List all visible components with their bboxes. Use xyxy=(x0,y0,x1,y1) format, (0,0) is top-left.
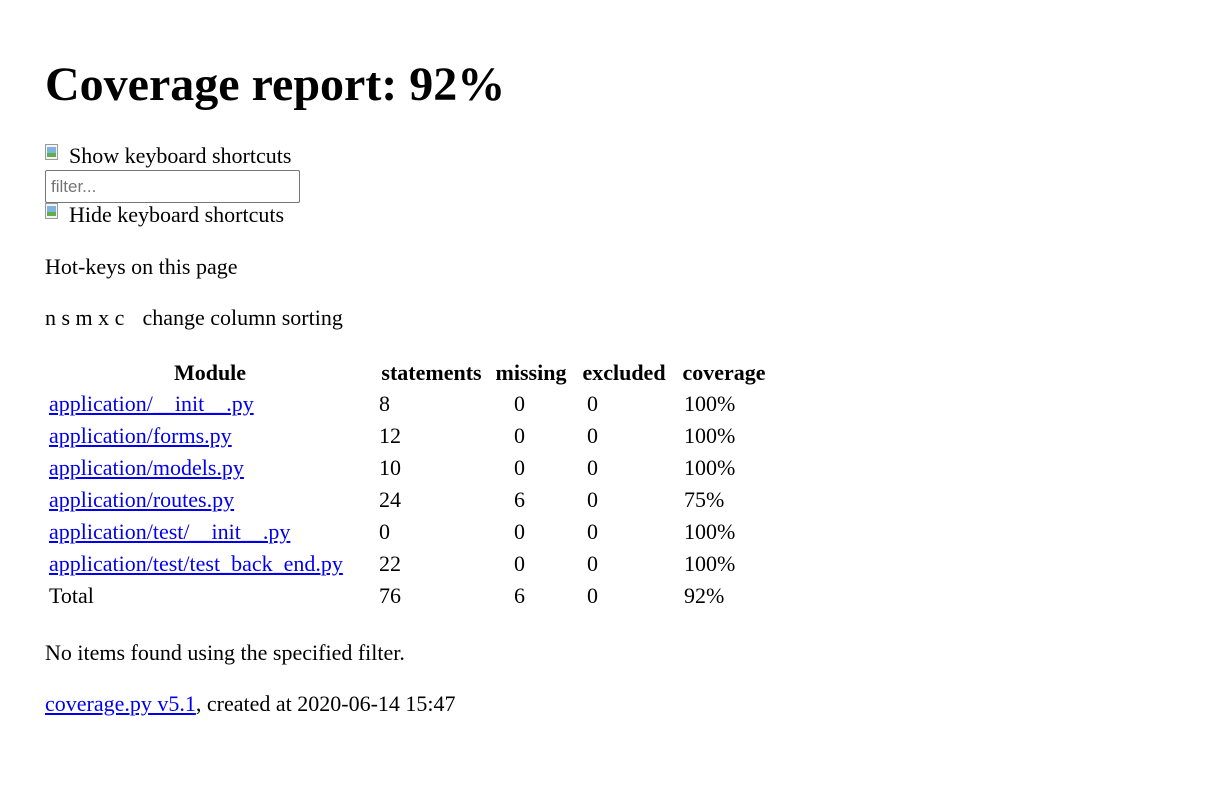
hide-keyboard-shortcuts-button[interactable] xyxy=(45,202,284,228)
hotkeys-keys: n s m x c xyxy=(45,305,125,330)
column-header-module[interactable]: Module xyxy=(173,360,247,385)
table-row xyxy=(47,388,772,420)
statements-cell: 0 xyxy=(379,519,390,544)
show-keyboard-shortcuts-button[interactable] xyxy=(45,143,291,169)
column-header-missing[interactable]: missing xyxy=(495,360,567,385)
broken-image-icon xyxy=(45,144,61,162)
table-total-row xyxy=(47,580,772,612)
excluded-cell: 0 xyxy=(587,455,598,480)
coverage-cell: 100% xyxy=(684,423,736,448)
hotkeys-description: change column sorting xyxy=(142,305,343,330)
missing-cell: 0 xyxy=(514,423,525,448)
excluded-cell: 0 xyxy=(587,551,598,576)
total-coverage: 92% xyxy=(684,583,725,608)
module-link[interactable]: application/forms.py xyxy=(49,423,232,448)
column-header-statements[interactable]: statements xyxy=(381,360,482,385)
statements-cell: 8 xyxy=(379,391,390,416)
table-row xyxy=(47,452,772,484)
module-link[interactable]: application/test/test_back_end.py xyxy=(49,551,343,576)
table-row xyxy=(47,420,772,452)
hide-keyboard-shortcuts-label: Hide keyboard shortcuts xyxy=(69,202,285,227)
table-row xyxy=(47,484,772,516)
coverage-cell: 100% xyxy=(684,551,736,576)
hotkeys-title: Hot-keys on this page xyxy=(45,254,238,279)
filter-input[interactable] xyxy=(45,170,300,203)
table-row xyxy=(47,548,772,580)
coverage-cell: 75% xyxy=(684,487,725,512)
coverage-cell: 100% xyxy=(684,455,736,480)
statements-cell: 12 xyxy=(379,423,401,448)
coverage-table xyxy=(47,358,772,612)
module-link[interactable]: application/routes.py xyxy=(49,487,235,512)
missing-cell: 6 xyxy=(514,487,525,512)
total-label: Total xyxy=(49,583,94,608)
excluded-cell: 0 xyxy=(587,519,598,544)
created-at-text: , created at 2020-06-14 15:47 xyxy=(195,691,456,716)
coverage-cell: 100% xyxy=(684,519,736,544)
excluded-cell: 0 xyxy=(587,487,598,512)
hotkeys-sorting-line xyxy=(45,305,343,331)
column-header-excluded[interactable]: excluded xyxy=(582,360,666,385)
table-header-row xyxy=(47,358,772,388)
module-link[interactable]: application/__init__.py xyxy=(49,391,254,416)
table-row xyxy=(47,516,772,548)
footer xyxy=(45,691,456,717)
excluded-cell: 0 xyxy=(587,423,598,448)
no-items-message: No items found using the specified filter. xyxy=(45,640,405,665)
show-keyboard-shortcuts-label: Show keyboard shortcuts xyxy=(69,143,292,168)
broken-image-icon xyxy=(45,203,61,221)
missing-cell: 0 xyxy=(514,391,525,416)
coverage-py-link[interactable]: coverage.py v5.1 xyxy=(45,691,196,716)
missing-cell: 0 xyxy=(514,551,525,576)
statements-cell: 10 xyxy=(379,455,401,480)
coverage-cell: 100% xyxy=(684,391,736,416)
statements-cell: 22 xyxy=(379,551,401,576)
missing-cell: 0 xyxy=(514,455,525,480)
module-link[interactable]: application/models.py xyxy=(49,455,244,480)
column-header-coverage[interactable]: coverage xyxy=(682,360,766,385)
total-statements: 76 xyxy=(379,583,401,608)
page-title: Coverage report: 92% xyxy=(45,58,506,111)
total-excluded: 0 xyxy=(587,583,598,608)
missing-cell: 0 xyxy=(514,519,525,544)
total-missing: 6 xyxy=(514,583,525,608)
module-link[interactable]: application/test/__init__.py xyxy=(49,519,291,544)
statements-cell: 24 xyxy=(379,487,401,512)
excluded-cell: 0 xyxy=(587,391,598,416)
